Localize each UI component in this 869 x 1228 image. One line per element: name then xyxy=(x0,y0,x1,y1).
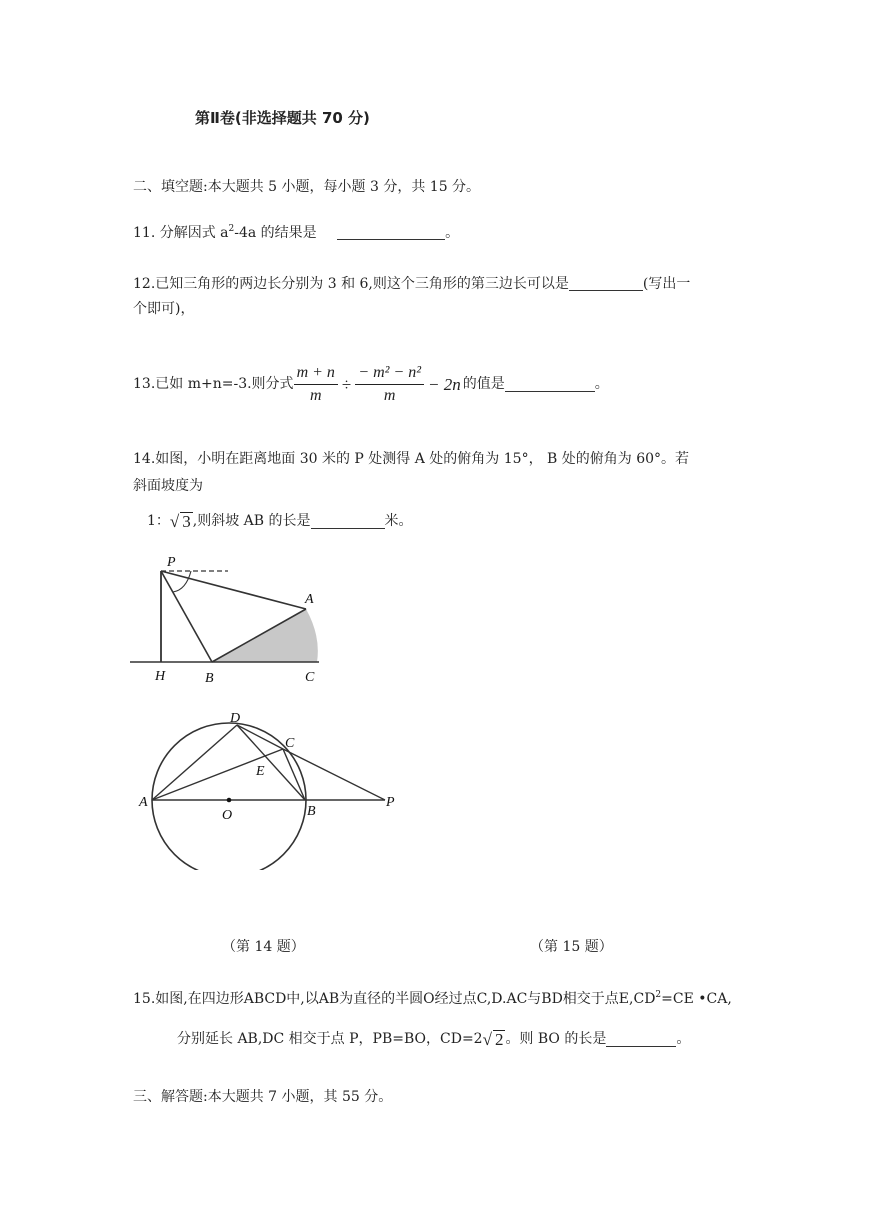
q15-line2-prefix: 分别延长 AB,DC 相交于点 P，PB=BO，CD=2 xyxy=(177,1031,483,1047)
q11-prefix: 11. 分解因式 a xyxy=(133,225,229,241)
question-14-line3 xyxy=(147,512,413,530)
fig15-circle xyxy=(152,723,306,870)
question-12-line1 xyxy=(133,276,690,291)
q11-exponent: 2 xyxy=(228,224,235,234)
question-14-line2: 斜面坡度为 xyxy=(133,478,203,494)
q11-suffix: -4a 的结果是 xyxy=(234,225,317,241)
q14-ratio-prefix: 1： xyxy=(147,513,170,529)
q13-fraction-2 xyxy=(355,365,424,404)
fig15-label-E: E xyxy=(256,764,265,779)
fig15-line-AD xyxy=(152,725,237,800)
q13-frac1-denominator: m xyxy=(309,386,322,404)
fig15-label-A: A xyxy=(139,795,148,810)
part2-heading: 二、填空题:本大题共 5 小题，每小题 3 分，共 15 分。 xyxy=(133,179,481,195)
question-15-line2 xyxy=(177,1030,690,1048)
q13-frac1-numerator: m + n xyxy=(294,365,338,385)
q13-frac2-numerator: − m² − n² xyxy=(355,365,424,385)
q15-line2-suffix: 。则 BO 的长是 xyxy=(505,1031,607,1047)
fig15-center-dot xyxy=(227,798,232,803)
q13-divide-sign: ÷ xyxy=(341,374,352,394)
question-13 xyxy=(133,362,609,406)
q15-end: 。 xyxy=(676,1031,691,1047)
q14-answer-blank[interactable] xyxy=(311,514,385,529)
q12-text-end: (写出一 xyxy=(642,276,691,292)
fig14-label-C: C xyxy=(305,670,315,685)
fig14-line-PA xyxy=(161,571,306,609)
fig15-label-P: P xyxy=(386,795,395,810)
q14-text: ,则斜坡 AB 的长是 xyxy=(192,513,311,529)
q13-frac2-denominator: m xyxy=(383,386,396,404)
fig14-label-H: H xyxy=(155,669,166,684)
fig15-label-O: O xyxy=(222,808,233,823)
q14-end: 米。 xyxy=(384,513,413,529)
fig15-line-DC xyxy=(237,725,283,749)
fig14-label-P: P xyxy=(167,555,176,570)
fig14-line-PB xyxy=(161,571,212,662)
part3-heading: 三、解答题:本大题共 7 小题，其 55 分。 xyxy=(133,1089,393,1105)
question-11 xyxy=(133,225,459,240)
fig15-label-D: D xyxy=(230,711,241,726)
fig14-shaded-slope xyxy=(212,609,318,662)
q13-end: 。 xyxy=(594,376,609,392)
question-14-line1: 14.如图，小明在距离地面 30 米的 P 处测得 A 处的俯角为 15°， B 处的俯角为 60°。若 xyxy=(133,451,690,467)
q15-text: 15.如图,在四边形ABCD中,以AB为直径的半圆O经过点C,D.AC与BD相交于点E,CD xyxy=(133,991,656,1007)
q13-tail: − 2n xyxy=(428,374,461,394)
q13-fraction-1 xyxy=(294,365,338,404)
question-15-line1 xyxy=(133,992,732,1006)
q11-answer-blank[interactable] xyxy=(337,225,445,240)
q11-end: 。 xyxy=(445,225,460,241)
section-title: 第Ⅱ卷(非选择题共 70 分) xyxy=(195,109,370,127)
q15-radicand: 2 xyxy=(494,1030,504,1049)
q15-exponent: 2 xyxy=(655,990,662,1000)
q13-answer-blank[interactable] xyxy=(505,377,595,392)
figure-14-caption: （第 14 题） xyxy=(222,939,305,955)
figure-15-caption: （第 15 题） xyxy=(530,939,613,955)
q14-radicand: 3 xyxy=(182,512,191,531)
figure-15 xyxy=(135,705,405,870)
question-12-line2: 个即可)， xyxy=(133,301,195,317)
fig14-label-B: B xyxy=(205,671,214,686)
q15-sqrt: √ 2 xyxy=(482,1030,504,1049)
q13-suffix: 的值是 xyxy=(462,376,505,392)
q13-prefix: 13.已如 m+n=-3.则分式 xyxy=(133,376,294,392)
q15-text-end: =CE •CA, xyxy=(661,991,732,1007)
fig15-label-B: B xyxy=(307,804,316,819)
figure-14 xyxy=(130,550,330,690)
q12-answer-blank[interactable] xyxy=(569,276,643,291)
q12-text: 12.已知三角形的两边长分别为 3 和 6,则这个三角形的第三边长可以是 xyxy=(133,276,569,292)
q14-sqrt: √ 3 xyxy=(169,512,191,531)
fig14-label-A: A xyxy=(305,592,314,607)
q15-answer-blank[interactable] xyxy=(606,1032,676,1047)
fig15-label-C: C xyxy=(285,736,295,751)
